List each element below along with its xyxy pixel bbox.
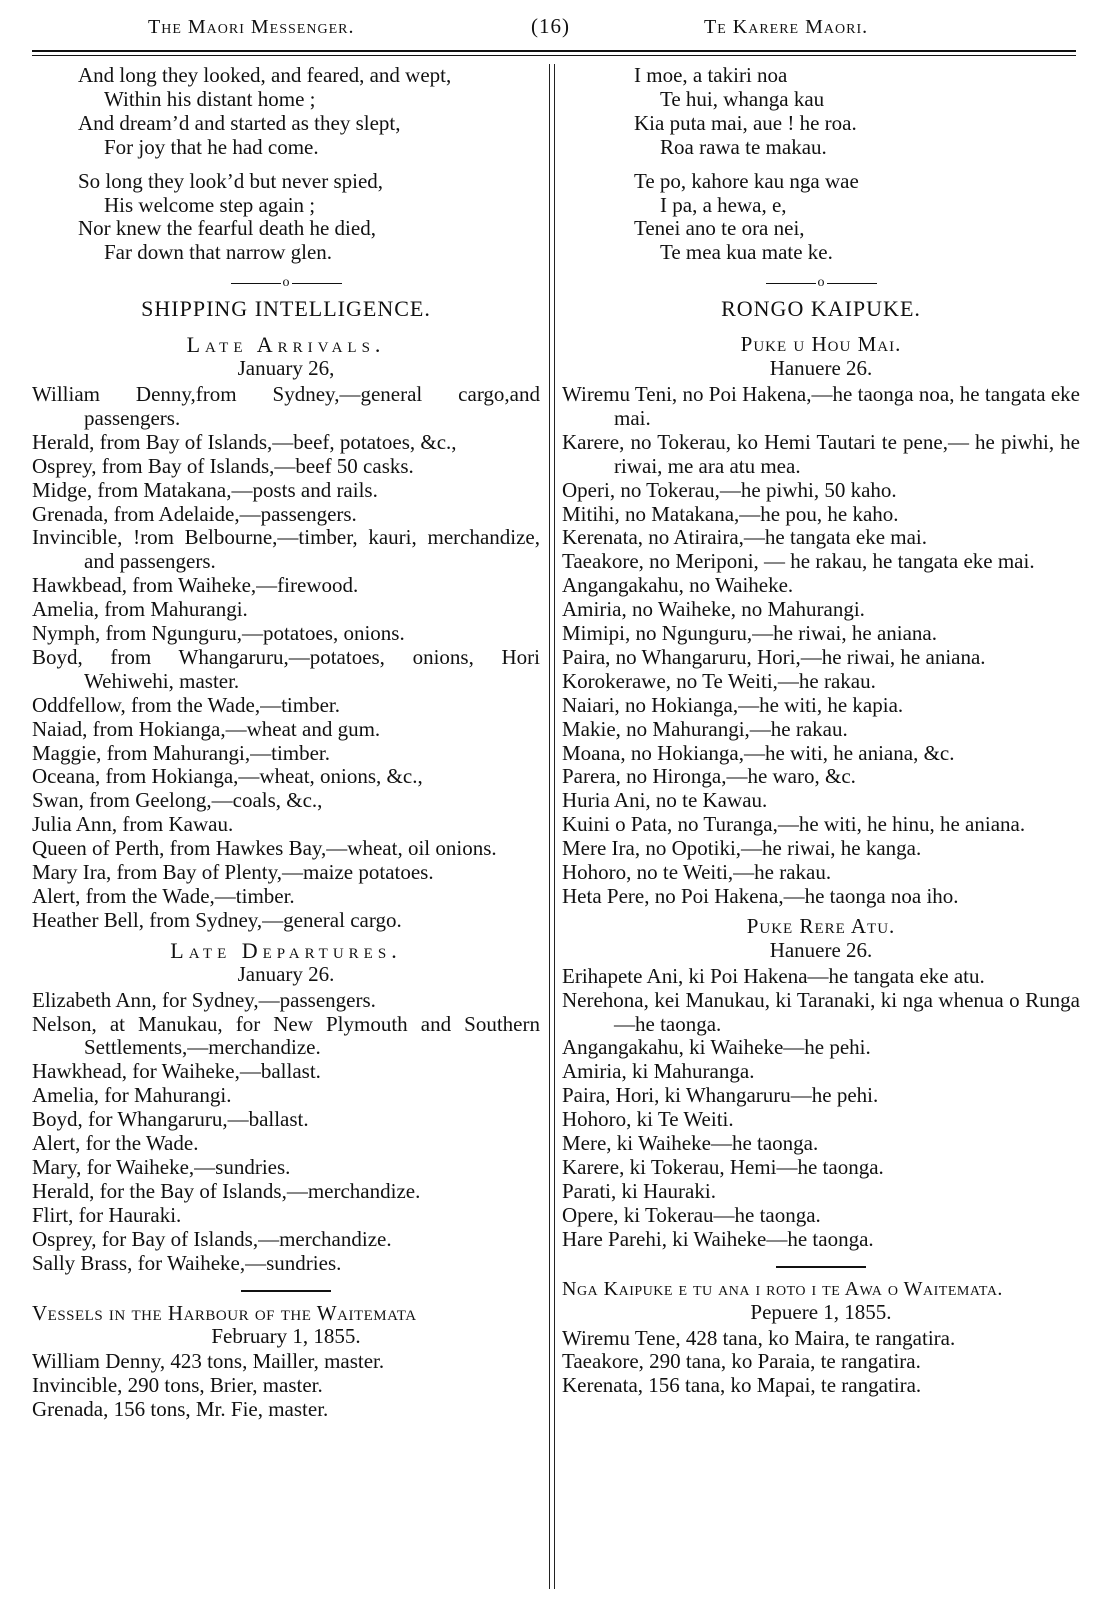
short-rule — [776, 1266, 866, 1268]
list-item: Herald, for the Bay of Islands,—merchandize. — [32, 1178, 421, 1203]
list-item: Kuini o Pata, no Turanga,—he witi, he hinu, he aniana. — [562, 812, 1026, 837]
english-column — [32, 64, 540, 1422]
list-item: Operi, no Tokerau,—he piwhi, 50 kaho. — [562, 477, 897, 502]
list-item: Boyd, for Whangaruru,—ballast. — [32, 1107, 309, 1132]
poem-stanza — [634, 64, 1080, 160]
list-item: Julia Ann, from Kawau. — [32, 812, 234, 837]
section-separator: o — [32, 275, 540, 291]
list-item: Heather Bell, from Sydney,—general cargo. — [32, 907, 402, 932]
list-item: Taeakore, 290 tana, ko Paraia, te rangatira. — [562, 1349, 921, 1374]
running-header-right: Te Karere Maori. — [704, 16, 869, 38]
poem-line: So long they look’d but never spied, — [78, 168, 384, 193]
poem-stanza — [78, 64, 540, 160]
list-item: Wiremu Teni, no Poi Hakena,—he taonga noa, he tangata eke mai. — [562, 381, 1080, 430]
list-item: Nerehona, kei Manukau, ki Taranaki, ki nga whenua o Runga—he taonga. — [562, 987, 1080, 1036]
list-item: Karere, no Tokerau, ko Hemi Tautari te pene,— he piwhi, he riwai, me ara atu mea. — [562, 429, 1080, 478]
list-item: Alert, for the Wade. — [32, 1131, 199, 1156]
list-item: Naiari, no Hokianga,—he witi, he kapia. — [562, 692, 904, 717]
maori-column — [562, 64, 1080, 1398]
vessels-list — [32, 1350, 540, 1422]
list-item: Moana, no Hokianga,—he witi, he aniana, &c. — [562, 740, 955, 765]
list-item: Makie, no Mahurangi,—he rakau. — [562, 716, 848, 741]
list-item: Alert, from the Wade,—timber. — [32, 884, 295, 908]
list-item: Osprey, for Bay of Islands,—merchandize. — [32, 1226, 392, 1251]
arrivals-list — [32, 383, 540, 933]
list-item: Mitihi, no Matakana,—he pou, he kaho. — [562, 501, 899, 526]
poem-line: Kia puta mai, aue ! he roa. — [634, 110, 857, 135]
poem-english — [78, 64, 540, 265]
list-item: Karere, ki Tokerau, Hemi—he taonga. — [562, 1154, 884, 1179]
departures-date: Hanuere 26. — [769, 937, 873, 962]
poem-line: And long they looked, and feared, and wept, — [78, 63, 452, 87]
list-item: Mere Ira, no Opotiki,—he riwai, he kanga. — [562, 836, 922, 861]
departures-list — [32, 989, 540, 1276]
poem-line: Te mea kua mate ke. — [660, 240, 833, 265]
departures-heading: Puke Rere Atu. — [746, 913, 896, 938]
list-item: Grenada, 156 tons, Mr. Fie, master. — [32, 1397, 329, 1422]
poem-stanza — [634, 170, 1080, 266]
poem-line: I pa, a hewa, e, — [660, 192, 787, 217]
list-item: Hawkbead, from Waiheke,—firewood. — [32, 573, 359, 598]
poem-line: Within his distant home ; — [104, 86, 316, 111]
list-item: Parati, ki Hauraki. — [562, 1178, 716, 1203]
list-item: Midge, from Matakana,—posts and rails. — [32, 477, 378, 502]
poem-line: Te po, kahore kau nga wae — [634, 168, 859, 193]
arrivals-heading: Late Arrivals. — [186, 332, 386, 358]
list-item: Invincible, 290 tons, Brier, master. — [32, 1373, 323, 1398]
list-item: Maggie, from Mahurangi,—timber. — [32, 740, 331, 765]
poem-stanza — [78, 170, 540, 266]
list-item: Osprey, from Bay of Islands,—beef 50 casks. — [32, 453, 414, 478]
poem-maori — [634, 64, 1080, 265]
list-item: Parera, no Hironga,—he waro, &c. — [562, 764, 856, 789]
vessels-list — [562, 1327, 1080, 1399]
list-item: Korokerawe, no Te Weiti,—he rakau. — [562, 668, 876, 693]
header-double-rule — [32, 50, 1076, 56]
running-header-left: The Maori Messenger. — [148, 16, 355, 38]
poem-line: Tenei ano te ora nei, — [634, 216, 805, 241]
vessels-date: February 1, 1855. — [211, 1323, 361, 1348]
list-item: Angangakahu, no Waiheke. — [562, 573, 794, 598]
poem-line: Te hui, whanga kau — [660, 86, 825, 111]
list-item: Elizabeth Ann, for Sydney,—passengers. — [32, 987, 376, 1012]
list-item: Heta Pere, no Poi Hakena,—he taonga noa iho. — [562, 884, 959, 908]
list-item: Paira, Hori, ki Whangaruru—he pehi. — [562, 1083, 879, 1108]
list-item: Nelson, at Manukau, for New Plymouth and Southern Settlements,—merchandize. — [32, 1011, 540, 1060]
list-item: William Denny,from Sydney,—general cargo,and passengers. — [32, 381, 540, 430]
list-item: Huria Ani, no te Kawau. — [562, 788, 768, 813]
page-number: (16) — [531, 14, 570, 38]
vessels-heading: Vessels in the Harbour of the Waitemata — [32, 1300, 417, 1325]
list-item: Amiria, no Waiheke, no Mahurangi. — [562, 597, 865, 622]
list-item: Hohoro, no te Weiti,—he rakau. — [562, 860, 832, 885]
poem-line: I moe, a takiri noa — [634, 63, 788, 87]
poem-line: And dream’d and started as they slept, — [78, 110, 401, 135]
list-item: Amiria, ki Mahuranga. — [562, 1059, 755, 1084]
list-item: Naiad, from Hokianga,—wheat and gum. — [32, 716, 381, 741]
vessels-date: Pepuere 1, 1855. — [750, 1299, 892, 1324]
list-item: Herald, from Bay of Islands,—beef, potatoes, &c., — [32, 429, 457, 454]
list-item: Oddfellow, from the Wade,—timber. — [32, 692, 340, 717]
poem-line: Roa rawa te makau. — [660, 134, 827, 159]
arrivals-heading: Puke u Hou Mai. — [740, 332, 902, 357]
list-item: Angangakahu, ki Waiheke—he pehi. — [562, 1035, 871, 1060]
list-item: William Denny, 423 tons, Mailler, master. — [32, 1349, 385, 1374]
list-item: Mimipi, no Ngunguru,—he riwai, he aniana. — [562, 621, 938, 646]
list-item: Amelia, from Mahurangi. — [32, 597, 248, 622]
section-title: RONGO KAIPUKE. — [721, 296, 921, 322]
arrivals-date: Hanuere 26. — [769, 356, 873, 381]
arrivals-date: January 26, — [237, 356, 335, 381]
section-separator: o — [562, 275, 1080, 291]
list-item: Oceana, from Hokianga,—wheat, onions, &c., — [32, 764, 423, 789]
list-item: Boyd, from Whangaruru,—potatoes, onions, Hori Wehiwehi, master. — [32, 644, 540, 693]
poem-line: Nor knew the fearful death he died, — [78, 216, 376, 241]
poem-line: For joy that he had come. — [104, 134, 319, 159]
list-item: Flirt, for Hauraki. — [32, 1202, 182, 1227]
list-item: Hohoro, ki Te Weiti. — [562, 1107, 734, 1132]
departures-heading: Late Departures. — [170, 937, 402, 963]
list-item: Mere, ki Waiheke—he taonga. — [562, 1131, 819, 1156]
list-item: Mary, for Waiheke,—sundries. — [32, 1154, 291, 1179]
list-item: Wiremu Tene, 428 tana, ko Maira, te rangatira. — [562, 1325, 956, 1350]
list-item: Queen of Perth, from Hawkes Bay,—wheat, oil onions. — [32, 836, 497, 861]
list-item: Hawkhead, for Waiheke,—ballast. — [32, 1059, 321, 1084]
poem-line: His welcome step again ; — [104, 192, 316, 217]
poem-line: Far down that narrow glen. — [104, 240, 333, 265]
list-item: Invincible, !rom Belbourne,—timber, kauri, merchandize, and passengers. — [32, 525, 540, 574]
list-item: Erihapete Ani, ki Poi Hakena—he tangata eke atu. — [562, 963, 985, 988]
vessels-heading: Nga Kaipuke e tu ana i roto i te Awa o Waitemata. — [562, 1277, 1003, 1300]
departures-date: January 26. — [237, 961, 335, 986]
section-title: SHIPPING INTELLIGENCE. — [141, 296, 431, 322]
arrivals-list — [562, 383, 1080, 909]
list-item: Opere, ki Tokerau—he taonga. — [562, 1202, 821, 1227]
list-item: Kerenata, 156 tana, ko Mapai, te rangatira. — [562, 1373, 922, 1398]
list-item: Grenada, from Adelaide,—passengers. — [32, 501, 357, 526]
list-item: Mary Ira, from Bay of Plenty,—maize potatoes. — [32, 860, 434, 885]
short-rule — [241, 1290, 331, 1292]
list-item: Swan, from Geelong,—coals, &c., — [32, 788, 323, 813]
list-item: Kerenata, no Atiraira,—he tangata eke mai. — [562, 525, 927, 550]
list-item: Sally Brass, for Waiheke,—sundries. — [32, 1250, 342, 1275]
departures-list — [562, 965, 1080, 1252]
list-item: Nymph, from Ngunguru,—potatoes, onions. — [32, 621, 405, 646]
column-divider — [549, 64, 555, 1589]
list-item: Amelia, for Mahurangi. — [32, 1083, 232, 1108]
list-item: Hare Parehi, ki Waiheke—he taonga. — [562, 1226, 874, 1251]
list-item: Taeakore, no Meriponi, — he rakau, he tangata eke mai. — [562, 549, 1035, 574]
list-item: Paira, no Whangaruru, Hori,—he riwai, he aniana. — [562, 644, 986, 669]
